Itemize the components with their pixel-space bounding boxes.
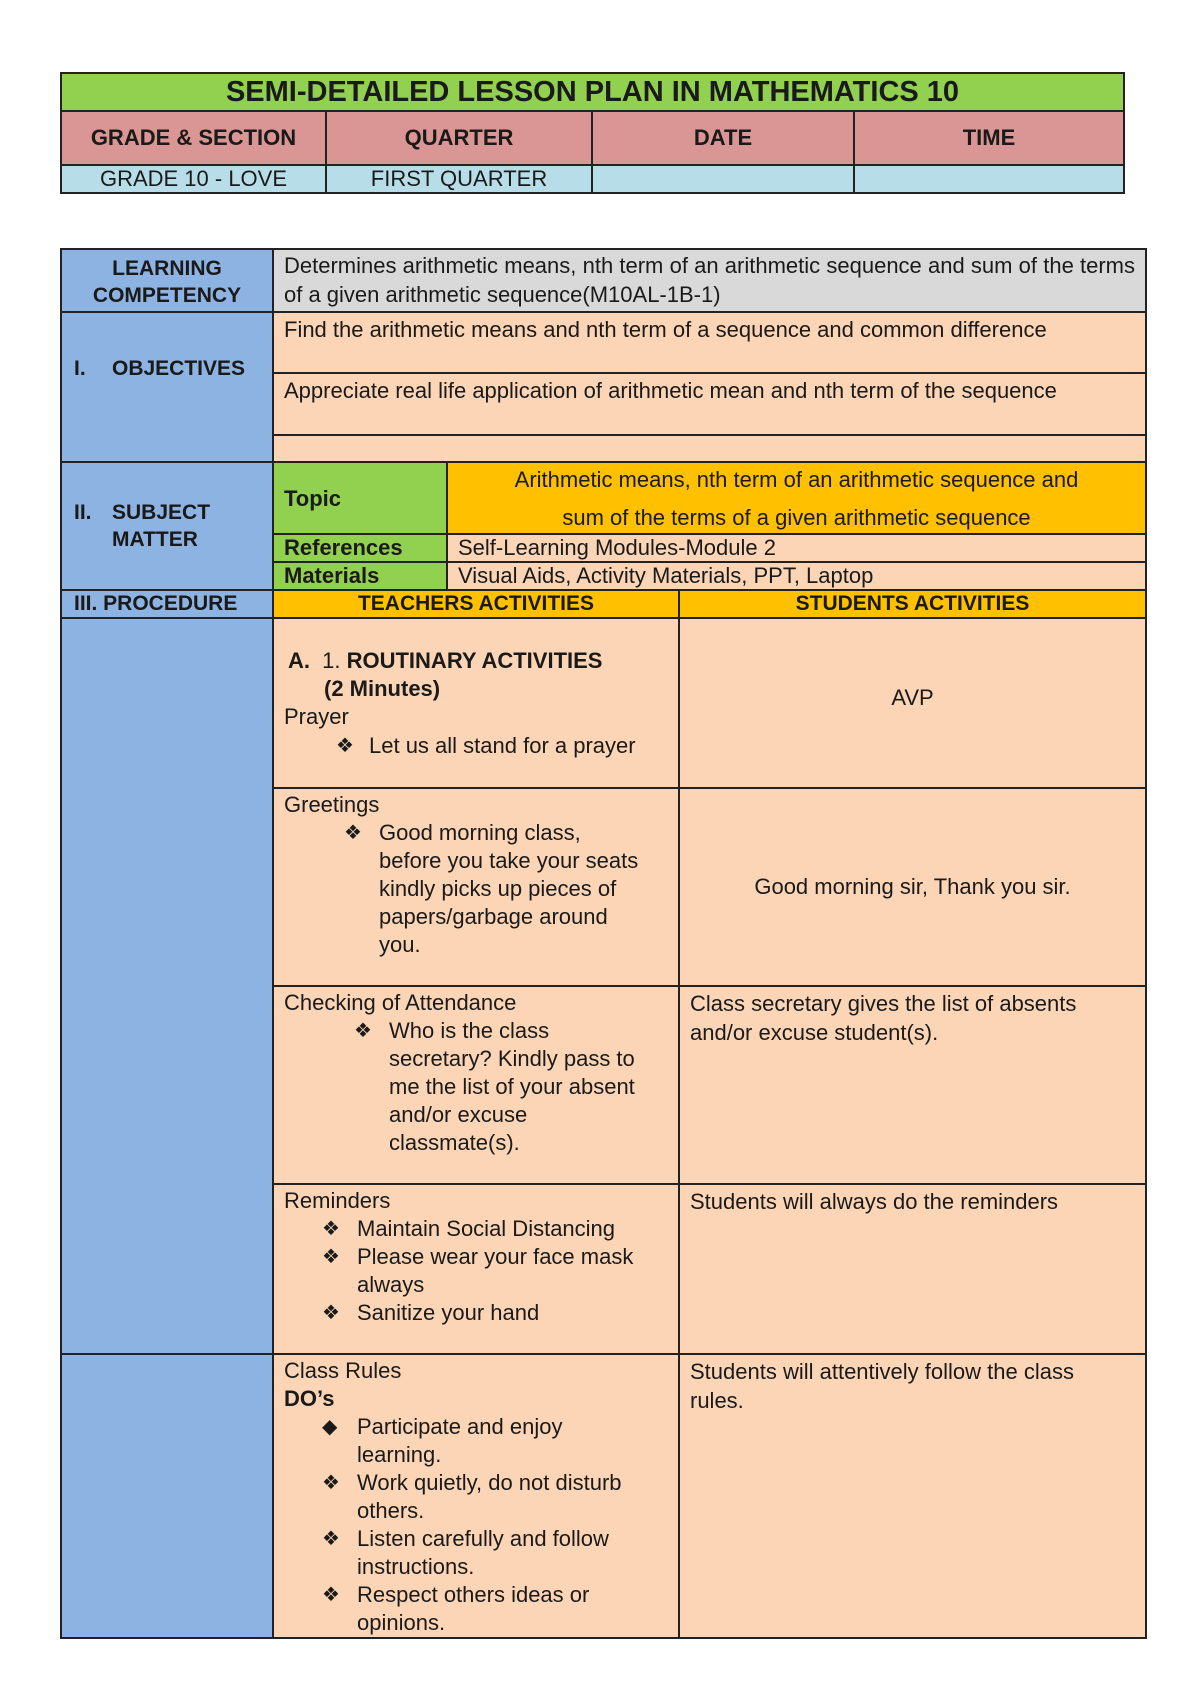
diamond-bullet-icon: ❖ (322, 1302, 340, 1324)
value-quarter: FIRST QUARTER (326, 165, 592, 193)
attendance-student-line1: Class secretary gives the list of absents (690, 991, 1077, 1016)
subject-matter-num: II. (74, 501, 92, 524)
topic-value (447, 462, 1146, 534)
routinary-cell (273, 618, 679, 788)
rule-item-2-line2: others. (357, 1498, 425, 1523)
competency-label-line2: COMPETENCY (92, 283, 242, 307)
materials-value: Visual Aids, Activity Materials, PPT, Laptop (447, 562, 1146, 590)
objectives-label: OBJECTIVES (112, 357, 246, 380)
dos-label: DO’s (284, 1386, 335, 1411)
lesson-plan-table (60, 248, 1147, 1639)
diamond-bullet-icon: ❖ (344, 822, 362, 844)
objective-item-2: Appreciate real life application of arithmetic mean and nth term of the sequence (273, 373, 1146, 435)
attendance-line-4: and/or excuse (389, 1102, 528, 1127)
greetings-line-1: Good morning class, (379, 820, 581, 845)
class-rules-student (679, 1354, 1146, 1638)
greetings-label: Greetings (284, 792, 380, 817)
routinary-student: AVP (679, 618, 1146, 788)
subject-matter-label-line1: SUBJECT (112, 501, 211, 524)
class-rules-label: Class Rules (284, 1358, 402, 1383)
rule-item-3-line1: Listen carefully and follow (357, 1526, 609, 1551)
student-activities-header: STUDENTS ACTIVITIES (679, 590, 1146, 618)
greetings-line-3: kindly picks up pieces of (379, 876, 617, 901)
column-grade-section: GRADE & SECTION (61, 111, 326, 165)
materials-label: Materials (273, 562, 447, 590)
diamond-bullet-icon: ❖ (354, 1020, 372, 1042)
prayer-item: Let us all stand for a prayer (369, 733, 636, 758)
column-quarter: QUARTER (326, 111, 592, 165)
references-value: Self-Learning Modules-Module 2 (447, 534, 1146, 562)
diamond-bullet-icon: ❖ (336, 735, 354, 757)
attendance-student (679, 986, 1146, 1184)
greetings-student: Good morning sir, Thank you sir. (679, 788, 1146, 986)
routinary-title: ROUTINARY ACTIVITIES (346, 648, 603, 673)
column-date: DATE (592, 111, 854, 165)
objectives-label-cell (61, 312, 273, 462)
reminders-cell (273, 1184, 679, 1354)
competency-label-cell (61, 249, 273, 312)
references-label: References (273, 534, 447, 562)
attendance-student-line2: and/or excuse student(s). (690, 1020, 939, 1045)
topic-line2: sum of the terms of a given arithmetic sequence (562, 505, 1031, 530)
header-table (60, 72, 1125, 194)
objective-item-1: Find the arithmetic means and nth term of a sequence and common difference (273, 312, 1146, 373)
attendance-line-1: Who is the class (389, 1018, 550, 1043)
attendance-label: Checking of Attendance (284, 990, 517, 1015)
class-rules-student-line1: Students will attentively follow the class (690, 1359, 1074, 1384)
reminder-item-1: Maintain Social Distancing (357, 1216, 616, 1241)
greetings-cell (273, 788, 679, 986)
attendance-line-2: secretary? Kindly pass to (389, 1046, 635, 1071)
rule-item-1-line2: learning. (357, 1442, 442, 1467)
reminder-item-2-line2: always (357, 1272, 425, 1297)
class-rules-cell (273, 1354, 679, 1638)
objective-item-3 (273, 435, 1146, 462)
value-grade-section: GRADE 10 - LOVE (61, 165, 326, 193)
attendance-line-5: classmate(s). (389, 1130, 520, 1155)
solid-diamond-bullet-icon: ◆ (322, 1416, 338, 1438)
rule-item-3-line2: instructions. (357, 1554, 475, 1579)
rule-item-1-line1: Participate and enjoy (357, 1414, 563, 1439)
diamond-bullet-icon: ❖ (322, 1472, 340, 1494)
diamond-bullet-icon: ❖ (322, 1218, 340, 1240)
routinary-num: 1. (322, 648, 341, 673)
subject-matter-label-cell (61, 462, 273, 590)
diamond-bullet-icon: ❖ (322, 1584, 340, 1606)
rule-item-2-line1: Work quietly, do not disturb (357, 1470, 622, 1495)
subject-matter-label-line2: MATTER (112, 528, 198, 551)
reminders-student: Students will always do the reminders (679, 1184, 1146, 1354)
attendance-line-3: me the list of your absent (389, 1074, 635, 1099)
greetings-line-2: before you take your seats (379, 848, 639, 873)
page-title: SEMI-DETAILED LESSON PLAN IN MATHEMATICS 10 (61, 73, 1124, 111)
prayer-label: Prayer (284, 704, 349, 729)
value-date (592, 165, 854, 193)
greetings-line-4: papers/garbage around (379, 904, 608, 929)
diamond-bullet-icon: ❖ (322, 1528, 340, 1550)
class-rules-student-line2: rules. (690, 1388, 744, 1413)
attendance-cell (273, 986, 679, 1184)
diamond-bullet-icon: ❖ (322, 1246, 340, 1268)
procedure-label: III. PROCEDURE (61, 590, 273, 618)
rule-item-4-line2: opinions. (357, 1610, 446, 1635)
objectives-num: I. (74, 357, 86, 380)
routinary-minutes: (2 Minutes) (324, 676, 441, 701)
teacher-activities-header: TEACHERS ACTIVITIES (273, 590, 679, 618)
greetings-line-5: you. (379, 932, 421, 957)
routinary-letter: A. (288, 648, 310, 673)
competency-label-line1: LEARNING (112, 256, 222, 280)
reminders-label: Reminders (284, 1188, 391, 1213)
rule-item-4-line1: Respect others ideas or (357, 1582, 590, 1607)
procedure-side-cell-1 (61, 618, 273, 1354)
competency-text: Determines arithmetic means, nth term of an arithmetic sequence and sum of the terms of a given arithmetic sequence(M10AL-1B-1) (273, 249, 1146, 312)
value-time (854, 165, 1124, 193)
procedure-side-cell-2 (61, 1354, 273, 1638)
reminder-item-3: Sanitize your hand (357, 1300, 540, 1325)
topic-line1: Arithmetic means, nth term of an arithmetic sequence and (514, 467, 1079, 492)
topic-label: Topic (273, 462, 447, 534)
column-time: TIME (854, 111, 1124, 165)
reminder-item-2-line1: Please wear your face mask (357, 1244, 634, 1269)
